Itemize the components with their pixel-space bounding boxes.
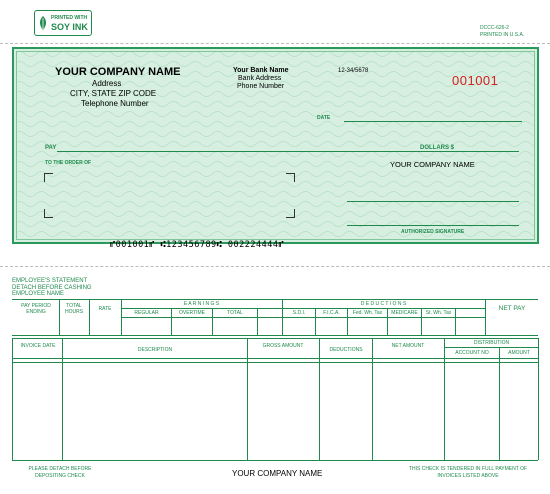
amount-words-line: [57, 151, 519, 152]
tender-note: THIS CHECK IS TENDERED IN FULL PAYMENT OF INVOICES LISTED ABOVE: [408, 466, 528, 479]
deductions-header: D E D U C T I O N S: [360, 301, 407, 307]
micr-line: ⑈001001⑈ ⑆123456789⑆ 002224444⑈: [110, 240, 285, 250]
invoice-header-rule-2: [12, 362, 538, 363]
address-window-corner-bl: [44, 209, 53, 218]
col-divider: [444, 338, 445, 460]
employee-statement: [12, 278, 92, 298]
payroll-subheader-rule: [121, 308, 485, 309]
ded-col-medicare: MEDICARE: [391, 310, 418, 316]
ded-col-fed: Fed. Wh. Tax: [352, 310, 383, 316]
printed-in-label: PRINTED IN U.S.A.: [480, 32, 525, 38]
address-window-corner-br: [286, 209, 295, 218]
logo-line2: SOY INK: [51, 22, 88, 32]
leaf-icon: [38, 15, 48, 31]
footer-company-name: YOUR COMPANY NAME: [232, 469, 323, 478]
address-window-corner-tl: [44, 173, 53, 182]
statement-line: EMPLOYEE'S STATEMENT: [12, 278, 88, 284]
order-label: TO THE ORDER OF: [45, 160, 92, 166]
logo-line1: PRINTED WITH: [51, 15, 88, 21]
amount-header: AMOUNT: [508, 350, 530, 356]
rate-header: RATE: [98, 306, 112, 312]
dollars-label: DOLLARS $: [420, 145, 455, 151]
ded-col-sdi: S.D.I.: [292, 310, 306, 316]
signature-label: AUTHORIZED SIGNATURE: [401, 229, 465, 235]
payroll-top-rule: [12, 299, 538, 300]
col-divider: [319, 338, 320, 460]
col-divider: [455, 308, 456, 335]
payer-name: YOUR COMPANY NAME: [390, 160, 475, 169]
net-pay-header: NET PAY: [498, 305, 526, 312]
earn-col-regular: REGULAR: [134, 310, 159, 316]
date-label: DATE: [317, 115, 331, 121]
form-number: DCCC-626-2: [480, 25, 509, 31]
pay-label: PAY: [45, 145, 57, 151]
bank-phone: Phone Number: [237, 83, 285, 90]
deductions-col-header: DEDUCTIONS: [329, 347, 363, 353]
company-address: Address: [92, 79, 122, 88]
account-no-header: ACCOUNT NO: [455, 350, 489, 356]
stub-perforation: [0, 266, 550, 267]
payroll-bottom-rule: [12, 335, 538, 336]
col-divider: [257, 308, 258, 335]
col-divider: [12, 338, 13, 460]
company-name: YOUR COMPANY NAME: [55, 66, 181, 78]
description-header: DESCRIPTION: [137, 347, 173, 353]
ded-col-state: St. Wh. Tax: [425, 310, 452, 316]
payroll-col-rule: [121, 317, 485, 318]
bank-name: Your Bank Name: [233, 67, 289, 74]
earnings-header: E A R N I N G S: [183, 301, 220, 307]
col-divider: [538, 338, 539, 460]
gross-amount-header: GROSS AMOUNT: [262, 343, 304, 349]
earn-col-total: TOTAL: [227, 310, 243, 316]
company-phone: Telephone Number: [81, 99, 149, 108]
invoice-bottom-rule: [12, 460, 538, 461]
invoice-top-rule: [12, 338, 538, 339]
distribution-header: DISTRIBUTION: [473, 340, 510, 346]
col-divider: [247, 338, 248, 460]
col-divider: [499, 347, 500, 460]
distribution-rule: [444, 347, 538, 348]
date-line: [344, 121, 522, 122]
top-perforation: [0, 43, 550, 44]
col-divider: [372, 338, 373, 460]
invoice-date-header: INVOICE DATE: [20, 343, 56, 349]
invoice-header-rule: [12, 358, 538, 359]
total-hours-header: TOTAL HOURS: [64, 303, 84, 315]
statement-line: EMPLOYEE NAME: [12, 291, 65, 297]
net-amount-header: NET AMOUNT: [391, 343, 425, 349]
pay-period-header: PAY PERIOD ENDING: [21, 303, 51, 315]
signature-line-2: [347, 225, 519, 226]
check: [12, 47, 539, 244]
company-city: CITY, STATE ZIP CODE: [70, 89, 157, 98]
col-divider: [62, 338, 63, 460]
soy-ink-logo: [34, 10, 92, 36]
check-number: 001001: [452, 73, 499, 88]
bank-address: Bank Address: [238, 75, 282, 82]
statement-line: DETACH BEFORE CASHING: [12, 284, 92, 291]
detach-note: PLEASE DETACH BEFORE DEPOSITING CHECK: [28, 466, 92, 479]
ded-col-fica: F.I.C.A.: [323, 310, 340, 316]
routing-fraction: 12-34/5678: [338, 68, 369, 74]
address-window-corner-tr: [286, 173, 295, 182]
signature-line-1: [347, 201, 519, 202]
earn-col-overtime: OVERTIME: [178, 310, 206, 316]
col-divider: [89, 299, 90, 335]
